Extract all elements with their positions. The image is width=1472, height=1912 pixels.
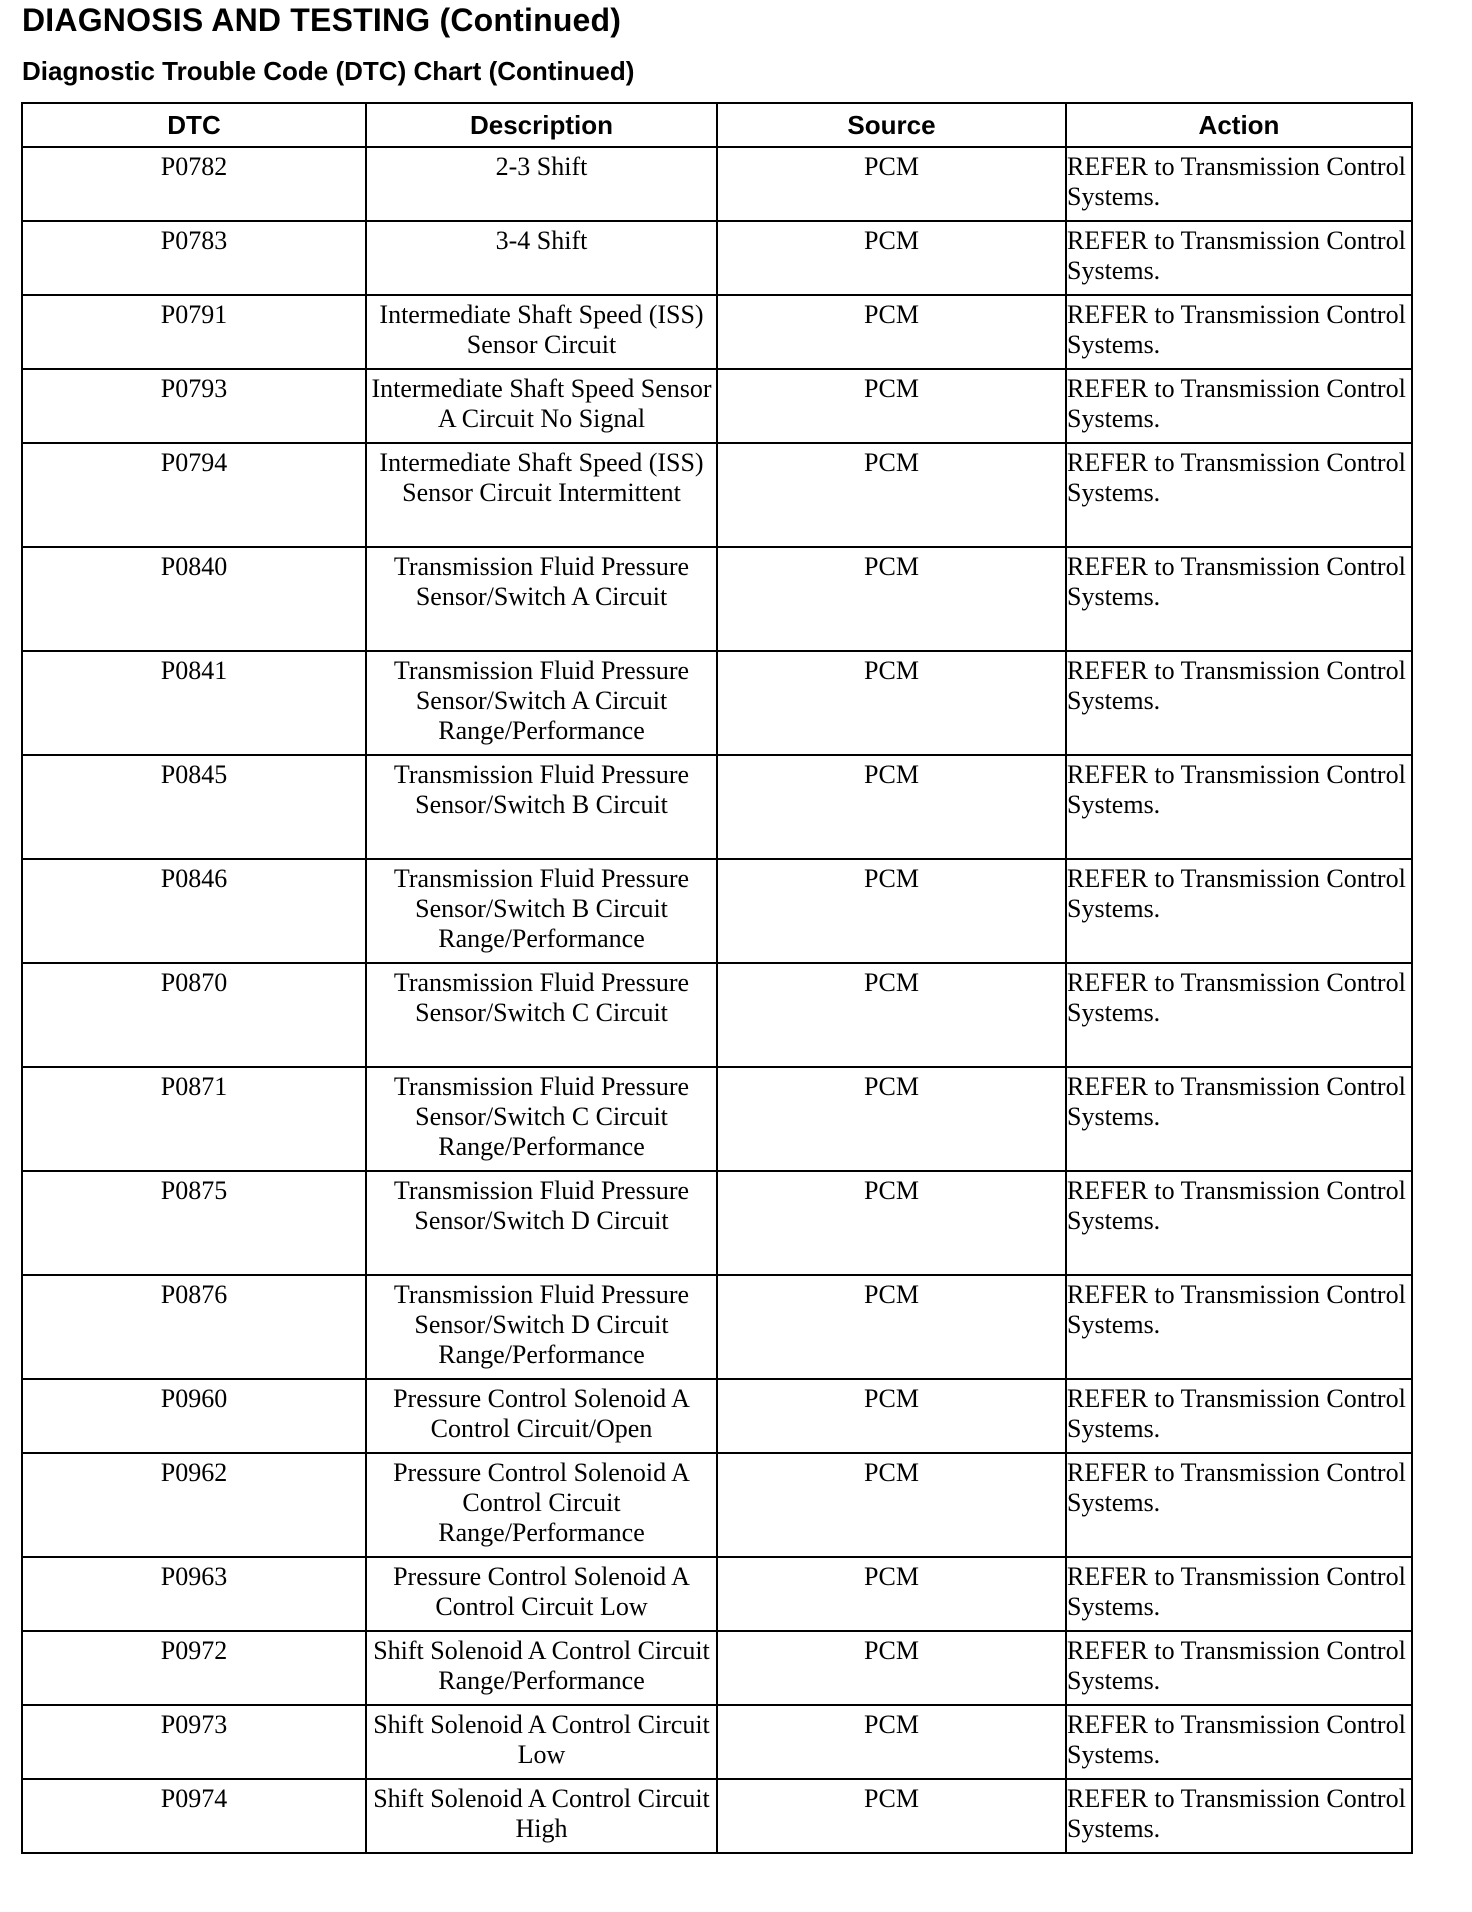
dtc-code-cell [22, 1705, 366, 1779]
description-cell [366, 1557, 717, 1631]
dtc-code-cell-text: P0793 [160, 374, 228, 403]
action-cell-text: REFER to Transmission Control Systems. [1067, 1710, 1406, 1769]
table-row [22, 963, 1412, 1067]
description-cell-text: Transmission Fluid Pressure Sensor/Switch A Circuit Range/Performance [393, 656, 690, 745]
dtc-code-cell [22, 1067, 366, 1171]
source-cell [717, 1705, 1066, 1779]
description-cell-text: Shift Solenoid A Control Circuit Range/Performance [373, 1636, 710, 1695]
description-cell-text: Pressure Control Solenoid A Control Circuit/Open [393, 1384, 690, 1443]
description-cell [366, 1067, 717, 1171]
dtc-code-cell [22, 221, 366, 295]
dtc-code-cell [22, 1631, 366, 1705]
dtc-code-cell [22, 1453, 366, 1557]
action-cell-text: REFER to Transmission Control Systems. [1067, 656, 1406, 715]
table-row [22, 859, 1412, 963]
dtc-code-cell [22, 147, 366, 221]
action-cell [1066, 443, 1412, 547]
action-cell [1066, 1779, 1412, 1853]
dtc-code-cell-text: P0876 [160, 1280, 228, 1309]
action-cell-text: REFER to Transmission Control Systems. [1067, 300, 1406, 359]
dtc-code-cell [22, 963, 366, 1067]
source-cell-text: PCM [864, 1072, 919, 1101]
action-cell-text: REFER to Transmission Control Systems. [1067, 760, 1406, 819]
source-cell [717, 1779, 1066, 1853]
source-cell [717, 651, 1066, 755]
source-cell-text: PCM [864, 1710, 919, 1739]
dtc-code-cell [22, 1275, 366, 1379]
description-cell-text: 3-4 Shift [495, 226, 588, 255]
description-cell-text: Transmission Fluid Pressure Sensor/Switch D Circuit [393, 1176, 690, 1235]
source-cell [717, 443, 1066, 547]
dtc-chart-table [21, 102, 1413, 1854]
dtc-code-cell [22, 859, 366, 963]
source-cell-text: PCM [864, 1280, 919, 1309]
dtc-code-cell [22, 547, 366, 651]
dtc-code-cell-text: P0962 [160, 1458, 228, 1487]
action-cell-text: REFER to Transmission Control Systems. [1067, 152, 1406, 211]
dtc-code-cell [22, 1557, 366, 1631]
dtc-code-cell [22, 1779, 366, 1853]
action-cell [1066, 1379, 1412, 1453]
column-header-source: Source [717, 103, 1066, 147]
source-cell-text: PCM [864, 656, 919, 685]
dtc-code-cell [22, 295, 366, 369]
action-cell [1066, 369, 1412, 443]
description-cell-text: Pressure Control Solenoid A Control Circuit Low [393, 1562, 690, 1621]
action-cell [1066, 295, 1412, 369]
description-cell [366, 295, 717, 369]
action-cell [1066, 1275, 1412, 1379]
source-cell-text: PCM [864, 1384, 919, 1413]
description-cell-text: Pressure Control Solenoid A Control Circuit Range/Performance [393, 1458, 690, 1547]
action-cell-text: REFER to Transmission Control Systems. [1067, 968, 1406, 1027]
dtc-code-cell [22, 755, 366, 859]
source-cell [717, 1557, 1066, 1631]
action-cell-text: REFER to Transmission Control Systems. [1067, 1176, 1406, 1235]
dtc-code-cell [22, 1379, 366, 1453]
description-cell-text: 2-3 Shift [495, 152, 588, 181]
dtc-code-cell-text: P0963 [160, 1562, 228, 1591]
action-cell-text: REFER to Transmission Control Systems. [1067, 1784, 1406, 1843]
dtc-code-cell-text: P0794 [160, 448, 228, 477]
description-cell [366, 443, 717, 547]
description-cell-text: Transmission Fluid Pressure Sensor/Switch C Circuit Range/Performance [393, 1072, 690, 1161]
description-cell [366, 859, 717, 963]
dtc-code-cell-text: P0960 [160, 1384, 228, 1413]
dtc-code-cell [22, 651, 366, 755]
source-cell-text: PCM [864, 760, 919, 789]
table-row [22, 1705, 1412, 1779]
action-cell [1066, 859, 1412, 963]
source-cell [717, 1631, 1066, 1705]
description-cell [366, 547, 717, 651]
source-cell [717, 369, 1066, 443]
source-cell [717, 859, 1066, 963]
source-cell [717, 1453, 1066, 1557]
description-cell [366, 1275, 717, 1379]
dtc-code-cell-text: P0846 [160, 864, 228, 893]
description-cell [366, 1379, 717, 1453]
source-cell-text: PCM [864, 968, 919, 997]
column-header-dtc: DTC [22, 103, 366, 147]
description-cell [366, 147, 717, 221]
action-cell [1066, 1067, 1412, 1171]
table-body [22, 147, 1412, 1853]
source-cell [717, 295, 1066, 369]
description-cell [366, 221, 717, 295]
action-cell-text: REFER to Transmission Control Systems. [1067, 1072, 1406, 1131]
description-cell-text: Transmission Fluid Pressure Sensor/Switch C Circuit [393, 968, 690, 1027]
dtc-code-cell-text: P0875 [160, 1176, 228, 1205]
description-cell [366, 963, 717, 1067]
table-row [22, 295, 1412, 369]
action-cell [1066, 547, 1412, 651]
dtc-code-cell-text: P0845 [160, 760, 228, 789]
dtc-code-cell-text: P0973 [160, 1710, 228, 1739]
source-cell-text: PCM [864, 1784, 919, 1813]
table-row [22, 443, 1412, 547]
dtc-code-cell-text: P0871 [160, 1072, 228, 1101]
source-cell [717, 1171, 1066, 1275]
table-row [22, 755, 1412, 859]
action-cell-text: REFER to Transmission Control Systems. [1067, 1384, 1406, 1443]
table-row [22, 369, 1412, 443]
source-cell-text: PCM [864, 1176, 919, 1205]
description-cell-text: Shift Solenoid A Control Circuit Low [373, 1710, 710, 1769]
action-cell [1066, 963, 1412, 1067]
action-cell [1066, 755, 1412, 859]
description-cell [366, 1631, 717, 1705]
dtc-code-cell-text: P0783 [160, 226, 228, 255]
source-cell-text: PCM [864, 300, 919, 329]
source-cell-text: PCM [864, 1458, 919, 1487]
action-cell [1066, 1171, 1412, 1275]
table-row [22, 1631, 1412, 1705]
action-cell-text: REFER to Transmission Control Systems. [1067, 1458, 1406, 1517]
page-title: DIAGNOSIS AND TESTING (Continued) [22, 2, 622, 38]
source-cell [717, 147, 1066, 221]
column-header-action: Action [1066, 103, 1412, 147]
dtc-code-cell-text: P0841 [160, 656, 228, 685]
source-cell-text: PCM [864, 552, 919, 581]
dtc-code-cell [22, 443, 366, 547]
dtc-code-cell-text: P0791 [160, 300, 228, 329]
dtc-code-cell [22, 1171, 366, 1275]
action-cell-text: REFER to Transmission Control Systems. [1067, 374, 1406, 433]
source-cell [717, 221, 1066, 295]
source-cell-text: PCM [864, 1562, 919, 1591]
table-row [22, 651, 1412, 755]
description-cell-text: Shift Solenoid A Control Circuit High [373, 1784, 710, 1843]
action-cell-text: REFER to Transmission Control Systems. [1067, 448, 1406, 507]
dtc-code-cell-text: P0972 [160, 1636, 228, 1665]
action-cell [1066, 1453, 1412, 1557]
source-cell [717, 963, 1066, 1067]
dtc-code-cell [22, 369, 366, 443]
table-row [22, 1067, 1412, 1171]
source-cell [717, 1379, 1066, 1453]
action-cell [1066, 651, 1412, 755]
dtc-code-cell-text: P0870 [160, 968, 228, 997]
source-cell [717, 1067, 1066, 1171]
dtc-code-cell-text: P0782 [160, 152, 228, 181]
table-row [22, 1171, 1412, 1275]
description-cell-text: Transmission Fluid Pressure Sensor/Switch B Circuit Range/Performance [393, 864, 690, 953]
dtc-code-cell-text: P0974 [160, 1784, 228, 1813]
source-cell-text: PCM [864, 1636, 919, 1665]
table-row [22, 1779, 1412, 1853]
action-cell-text: REFER to Transmission Control Systems. [1067, 1562, 1406, 1621]
table-row [22, 1453, 1412, 1557]
description-cell [366, 1705, 717, 1779]
table-row [22, 547, 1412, 651]
chart-subtitle: Diagnostic Trouble Code (DTC) Chart (Continued) [22, 56, 635, 86]
table-row [22, 1557, 1412, 1631]
description-cell [366, 651, 717, 755]
source-cell-text: PCM [864, 864, 919, 893]
action-cell [1066, 147, 1412, 221]
description-cell [366, 1453, 717, 1557]
source-cell [717, 547, 1066, 651]
dtc-code-cell-text: P0840 [160, 552, 228, 581]
source-cell-text: PCM [864, 226, 919, 255]
action-cell-text: REFER to Transmission Control Systems. [1067, 226, 1406, 285]
description-cell-text: Transmission Fluid Pressure Sensor/Switch A Circuit [393, 552, 690, 611]
table-row [22, 1379, 1412, 1453]
description-cell-text: Intermediate Shaft Speed (ISS) Sensor Circuit Intermittent [379, 448, 704, 507]
source-cell [717, 755, 1066, 859]
action-cell-text: REFER to Transmission Control Systems. [1067, 552, 1406, 611]
source-cell-text: PCM [864, 152, 919, 181]
action-cell [1066, 1557, 1412, 1631]
description-cell-text: Intermediate Shaft Speed Sensor A Circuit No Signal [371, 374, 712, 433]
description-cell-text: Transmission Fluid Pressure Sensor/Switch D Circuit Range/Performance [393, 1280, 690, 1369]
table-header-row [22, 103, 1412, 147]
action-cell-text: REFER to Transmission Control Systems. [1067, 1280, 1406, 1339]
description-cell [366, 369, 717, 443]
action-cell-text: REFER to Transmission Control Systems. [1067, 864, 1406, 923]
column-header-description: Description [366, 103, 717, 147]
description-cell-text: Intermediate Shaft Speed (ISS) Sensor Circuit [379, 300, 704, 359]
source-cell-text: PCM [864, 374, 919, 403]
description-cell [366, 1779, 717, 1853]
source-cell [717, 1275, 1066, 1379]
source-cell-text: PCM [864, 448, 919, 477]
action-cell [1066, 1631, 1412, 1705]
description-cell [366, 755, 717, 859]
action-cell [1066, 1705, 1412, 1779]
action-cell-text: REFER to Transmission Control Systems. [1067, 1636, 1406, 1695]
table-row [22, 147, 1412, 221]
description-cell [366, 1171, 717, 1275]
table-row [22, 221, 1412, 295]
table-row [22, 1275, 1412, 1379]
description-cell-text: Transmission Fluid Pressure Sensor/Switch B Circuit [393, 760, 690, 819]
action-cell [1066, 221, 1412, 295]
